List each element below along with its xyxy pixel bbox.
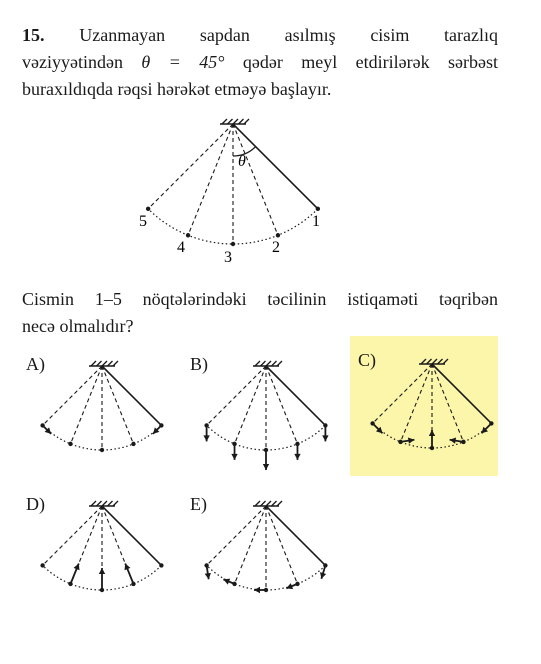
accel-4-arrow-head bbox=[231, 454, 237, 460]
point-label-2: 2 bbox=[272, 239, 280, 256]
option-e-drawing bbox=[204, 501, 327, 593]
pendulum-figure bbox=[130, 108, 350, 268]
option-e-label: E) bbox=[190, 494, 207, 514]
string-dashed bbox=[71, 366, 102, 444]
ceiling-hatch bbox=[91, 361, 96, 366]
string-dashed bbox=[373, 364, 432, 423]
option-b-label: B) bbox=[190, 354, 208, 374]
accel-3-arrow-head bbox=[254, 587, 260, 593]
ceiling-hatch bbox=[272, 501, 277, 506]
option-a-figure bbox=[18, 352, 170, 476]
string-solid bbox=[102, 506, 161, 565]
string-dashed bbox=[235, 506, 266, 584]
string-dashed bbox=[102, 366, 133, 444]
ceiling-hatch bbox=[277, 361, 282, 366]
ceiling-hatch bbox=[91, 501, 96, 506]
accel-5-arrow-head bbox=[203, 435, 209, 441]
point-dot-3 bbox=[231, 242, 235, 246]
accel-3-arrow-head bbox=[429, 430, 435, 436]
ceiling-hatch bbox=[97, 501, 102, 506]
angle-label: θ bbox=[238, 153, 246, 170]
question-line-2-pre: vəziyyətindən bbox=[22, 52, 123, 72]
option-d-figure bbox=[18, 492, 170, 616]
point-dot-4 bbox=[186, 233, 190, 237]
string-dashed bbox=[432, 364, 463, 442]
ceiling-hatch bbox=[272, 361, 277, 366]
question-line-2 bbox=[22, 49, 498, 76]
ceiling-hatch bbox=[244, 119, 249, 124]
option-b-drawing bbox=[203, 361, 328, 470]
option-c[interactable] bbox=[350, 336, 498, 476]
ceiling-hatch bbox=[427, 359, 432, 364]
ceiling-hatch bbox=[113, 361, 118, 366]
string-dashed bbox=[207, 506, 266, 565]
option-d[interactable] bbox=[18, 492, 170, 616]
ceiling-hatch bbox=[421, 359, 426, 364]
question-line-2-post: qədər meyl etdirilərək sərbəst bbox=[242, 52, 499, 72]
option-a[interactable] bbox=[18, 352, 170, 476]
string-dashed bbox=[43, 366, 102, 425]
ceiling-hatch bbox=[277, 501, 282, 506]
option-d-drawing bbox=[40, 501, 163, 592]
string-dashed bbox=[148, 124, 233, 209]
ceiling-hatch bbox=[113, 501, 118, 506]
option-a-label: A) bbox=[26, 354, 45, 374]
ceiling-hatch bbox=[233, 119, 238, 124]
accel-1-arrow-head bbox=[322, 435, 328, 441]
point-dot-2 bbox=[276, 233, 280, 237]
ceiling-hatch bbox=[97, 361, 102, 366]
string-dashed bbox=[188, 124, 233, 235]
question-number: 15. bbox=[22, 25, 45, 45]
point-dot-4 bbox=[68, 442, 72, 446]
accel-3-arrow-head bbox=[99, 568, 105, 574]
point-dot-3 bbox=[100, 448, 104, 452]
question-line-3: buraxıldıqda rəqsi hərəkət etməyə başlayır. bbox=[22, 79, 332, 99]
option-c-figure bbox=[350, 336, 498, 476]
ceiling-hatch bbox=[261, 361, 266, 366]
accel-3-arrow-head bbox=[263, 464, 269, 470]
string-dashed bbox=[266, 506, 297, 584]
ceiling-hatch bbox=[255, 501, 260, 506]
string-dashed bbox=[233, 124, 278, 235]
theta-expression: θ = 45° bbox=[141, 52, 225, 72]
string-dashed bbox=[207, 366, 266, 425]
ceiling-hatch bbox=[239, 119, 244, 124]
ceiling-hatch bbox=[432, 359, 437, 364]
ceiling-hatch bbox=[255, 361, 260, 366]
ceiling-hatch bbox=[108, 501, 113, 506]
option-d-label: D) bbox=[26, 494, 45, 514]
point-dot-5 bbox=[146, 207, 150, 211]
option-c-drawing bbox=[370, 359, 493, 450]
string-solid bbox=[432, 364, 491, 423]
point-dot-2 bbox=[131, 442, 135, 446]
ceiling-hatch bbox=[438, 359, 443, 364]
string-solid bbox=[266, 366, 325, 425]
string-dashed bbox=[266, 366, 297, 444]
point-label-1: 1 bbox=[312, 213, 320, 230]
point-dot-1 bbox=[316, 207, 320, 211]
option-e[interactable] bbox=[182, 492, 334, 616]
ceiling-hatch bbox=[266, 501, 271, 506]
option-e-figure bbox=[182, 492, 334, 616]
option-b[interactable] bbox=[182, 352, 334, 476]
pendulum-drawing bbox=[146, 119, 320, 246]
question-line-1 bbox=[22, 22, 498, 49]
point-label-5: 5 bbox=[139, 213, 147, 230]
ceiling-hatch bbox=[102, 361, 107, 366]
ceiling-hatch bbox=[102, 501, 107, 506]
point-label-3: 3 bbox=[224, 249, 232, 266]
string-dashed bbox=[43, 506, 102, 565]
ceiling-hatch bbox=[108, 361, 113, 366]
accel-2-arrow-head bbox=[294, 454, 300, 460]
point-label-4: 4 bbox=[177, 239, 185, 256]
question-line-1-text: Uzanmayan sapdan asılmış cisim tarazlıq bbox=[79, 25, 498, 45]
prompt-text bbox=[22, 286, 498, 340]
point-dot-1 bbox=[159, 563, 163, 567]
ceiling-hatch bbox=[261, 501, 266, 506]
ceiling-hatch bbox=[443, 359, 448, 364]
string-solid bbox=[266, 506, 325, 565]
ceiling-hatch bbox=[228, 119, 233, 124]
question-text bbox=[22, 22, 498, 103]
ceiling-hatch bbox=[266, 361, 271, 366]
prompt-line-2: necə olmalıdır? bbox=[22, 316, 134, 336]
option-c-label: C) bbox=[358, 350, 376, 370]
ceiling-hatch bbox=[222, 119, 227, 124]
point-dot-5 bbox=[40, 563, 44, 567]
option-b-figure bbox=[182, 352, 334, 476]
option-a-drawing bbox=[40, 361, 163, 452]
prompt-line-1: Cismin 1–5 nöqtələrindəki təcilinin istiqaməti təqribən bbox=[22, 289, 498, 309]
string-solid bbox=[102, 366, 161, 425]
string-dashed bbox=[235, 366, 266, 444]
string-dashed bbox=[401, 364, 432, 442]
